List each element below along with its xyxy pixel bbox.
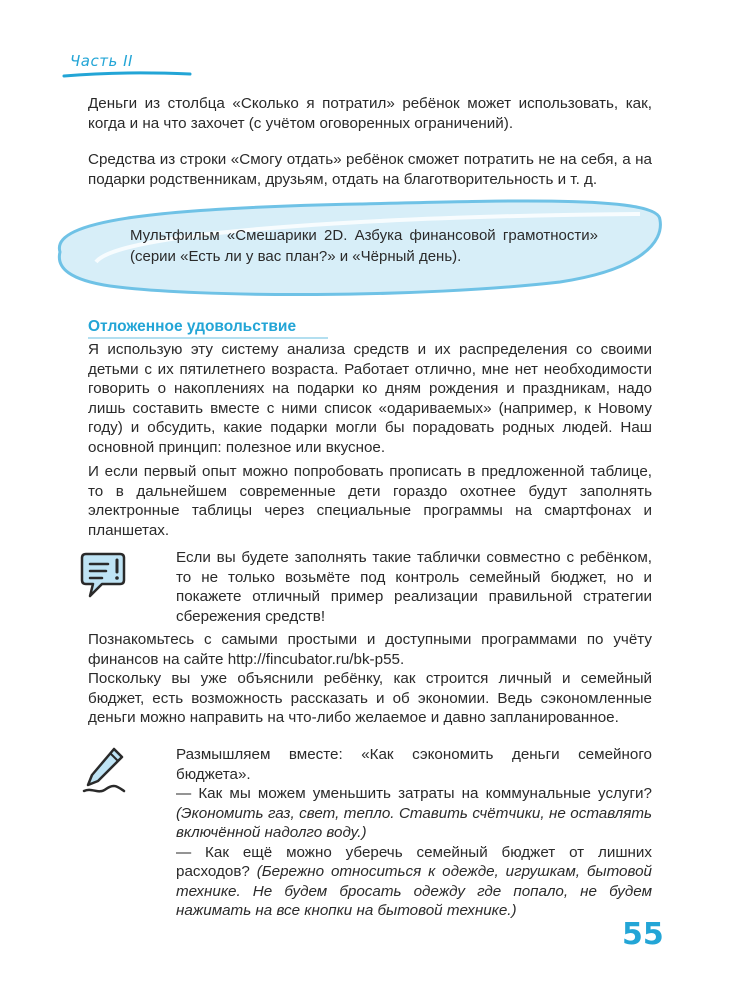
part-label: Часть II xyxy=(70,52,133,70)
paragraph-spent-column: Деньги из столбца «Сколько я потратил» ребёнок может использовать, как, когда и на что захочет (с учётом оговоренных ограничений). xyxy=(88,95,652,132)
cloud-note-text: Мультфильм «Смешарики 2D. Азбука финансовой грамотности» (серии «Есть ли у вас план?» и «Чёрный день). xyxy=(130,227,598,265)
think-a2-text: (Бережно относиться к одежде, игрушкам, бытовой технике. Не будем бросать одежду где попало, не будем нажимать на все кнопки на бытовой технике.) xyxy=(176,863,652,919)
page-number: 55 xyxy=(622,917,664,952)
think-q1-text: — Как мы можем уменьшить затраты на коммунальные услуги? xyxy=(176,785,652,802)
paragraph-economy: Поскольку вы уже объяснили ребёнку, как строится личный и семейный бюджет, есть возможность рассказать и об экономии. Ведь сэкономленные деньги можно направить на что-либо желаемое и давно запланированное. xyxy=(88,670,652,726)
think-intro: Размышляем вместе: «Как сэкономить деньги семейного бюджета». xyxy=(176,746,652,783)
tip-text: Если вы будете заполнять такие таблички совместно с ребёнком, то не только возьмёте под контроль семейный бюджет, но и покажете отличный пример реализации правильной стратегии сбережения средств! xyxy=(176,549,652,625)
think-question-2 xyxy=(176,843,652,921)
pen-writing-icon xyxy=(80,745,128,797)
part-header xyxy=(70,52,133,71)
think-question-1 xyxy=(176,784,652,843)
paragraph-give-row: Средства из строки «Смогу отдать» ребёнок сможет потратить не на себя, а на подарки родственникам, друзьям, отдать на благотворительность и т. д. xyxy=(88,151,652,188)
paragraph-programs-link: Познакомьтесь с самыми простыми и доступными программами по учёту финансов на сайте http://fincubator.ru/bk-p55. xyxy=(88,631,652,668)
section-title: Отложенное удовольствие xyxy=(88,318,297,335)
section-paragraph-2: И если первый опыт можно попробовать прописать в предложенной таблице, то в дальнейшем современные дети гораздо охотнее будут заполнять электронные таблицы через специальные программы на смартфонах и планшетах. xyxy=(88,463,652,539)
section-title-underline xyxy=(88,337,328,339)
think-a1-text: (Экономить газ, свет, тепло. Ставить счётчики, не оставлять включённой надолго воду.) xyxy=(176,804,652,841)
think-q2-text: — Как ещё можно уберечь семейный бюджет от лишних расходов? xyxy=(176,843,652,880)
header-underline xyxy=(62,70,192,80)
speech-bubble-icon xyxy=(80,548,128,600)
think-together-block xyxy=(176,745,652,921)
section-paragraph-1: Я использую эту систему анализа средств и их распределения со своими детьми с их пятилетнего возраста. Работает отлично, мне нет необходимости говорить о накоплениях на подарки ко дням рождения и праздникам, надо лишь составить вместе с ними список «одариваемых» (например, к Новому году) и обсудить, какие подарки могли бы порадовать родных людей. Наш основной принцип: полезное или вкусное. xyxy=(88,341,652,456)
